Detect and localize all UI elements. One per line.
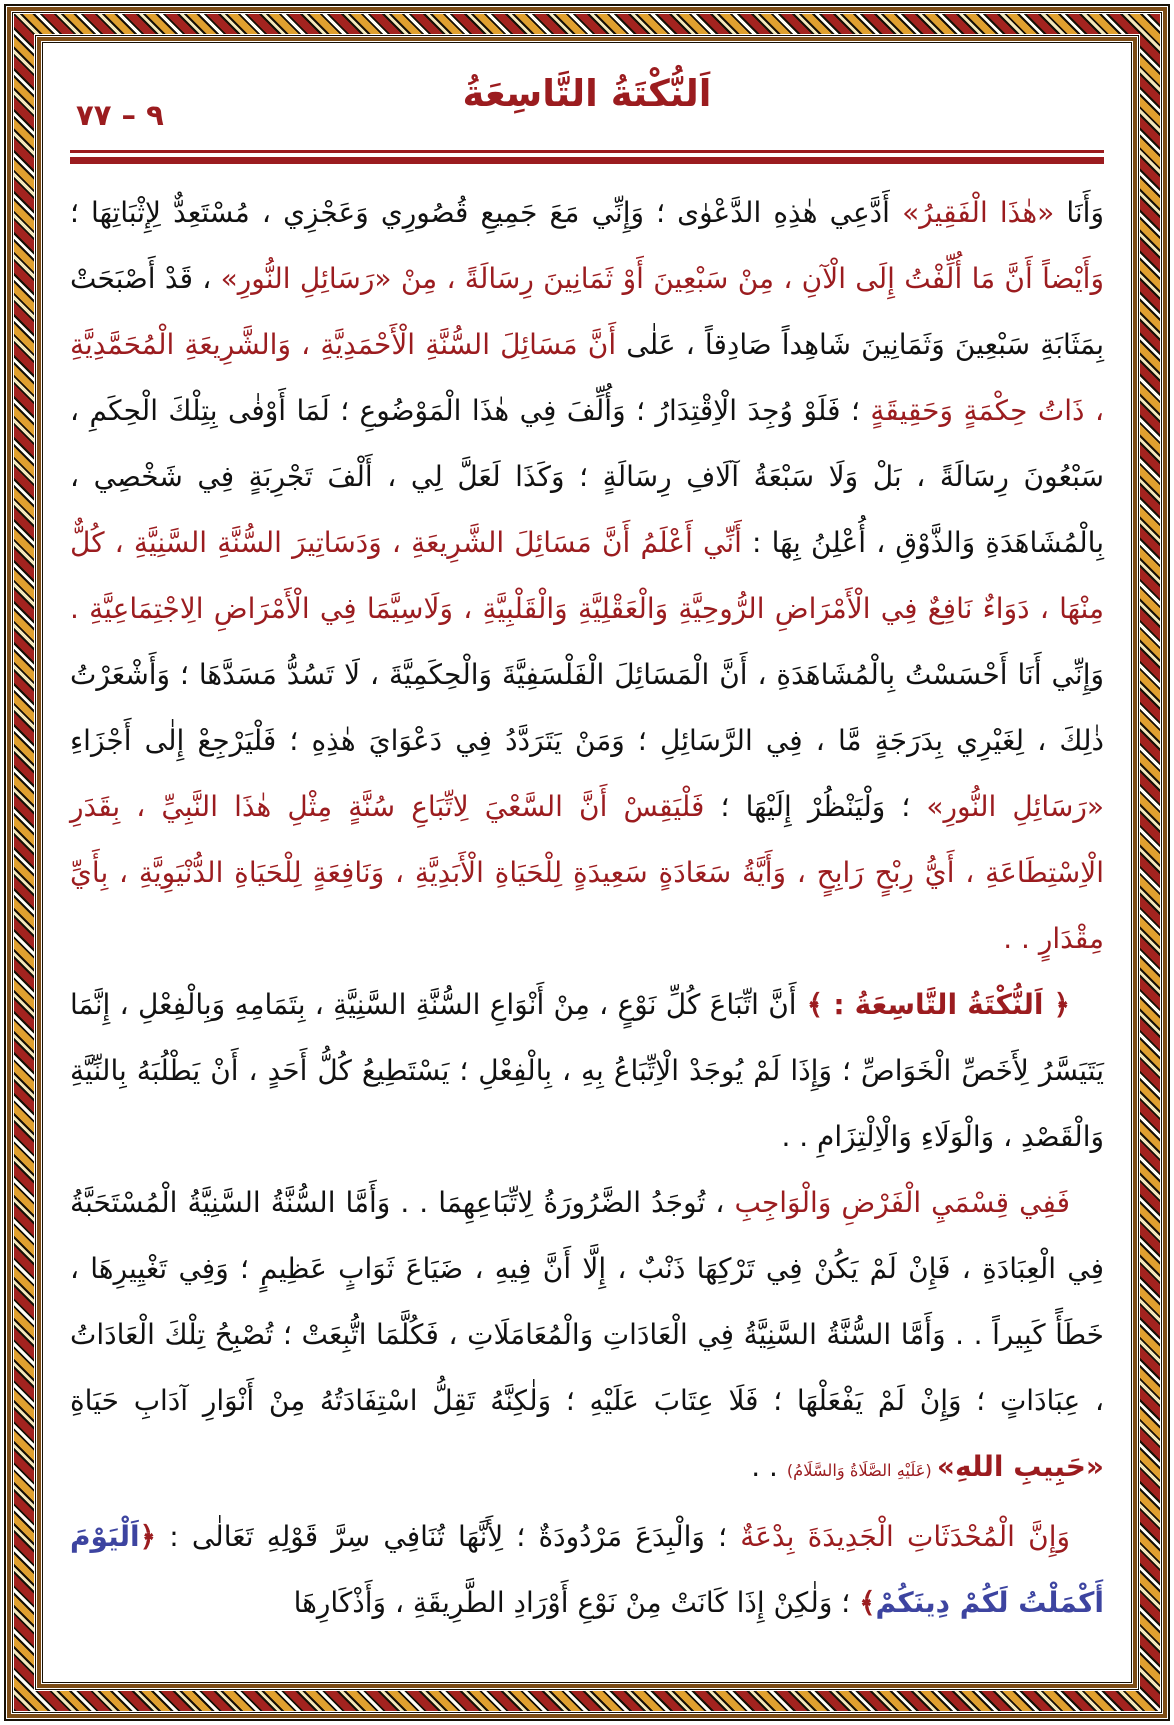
text-run: ؛ وَالْبِدَعَ مَرْدُودَةٌ ؛ لِأَنَّهَا تُنَافِي سِرَّ قَوْلِهِ تَعَالٰى : xyxy=(156,1520,741,1553)
floral-bracket-icon: ﴾ xyxy=(796,988,824,1021)
text-run: ؛ فَلَوْ وُجِدَ الْاِقْتِدَارُ ؛ وَأُلِّفَ فِي هٰذَا الْمَوْضُوعِ ؛ لَمَا أَوْفٰى بِتِلْكَ الْحِكَمِ ، سَبْعُونَ رِسَالَةً ، بَلْ وَلَا سَبْعَةُ آلَافِ رِسَالَةٍ ؛ وَكَذَا لَعَلَّ لِي ، أَلْفَ تَجْرِبَةٍ فِي شَخْصِي ، بِالْمُشَاهَدَةِ وَالذَّوْقِ ، أُعْلِنُ بِهَا : xyxy=(61,394,1104,559)
paragraph xyxy=(61,972,1104,1170)
text-run: ؛ وَلٰكِنْ إِذَا كَانَتْ مِنْ نَوْعِ أَوْرَادِ الطَّرِيقَةِ ، وَأَذْكَارِهَا xyxy=(293,1586,860,1619)
text-body xyxy=(60,180,1105,1636)
paragraph xyxy=(60,1504,1104,1636)
header-double-rule xyxy=(70,150,1104,164)
text-run: ؛ وَلْيَنْظُرْ إِلَيْهَا ؛ xyxy=(704,790,927,823)
quran-bracket-close-icon: ﴾ xyxy=(859,1586,876,1619)
text-run: اَلنُّكْتَةُ التَّاسِعَةُ : xyxy=(823,988,1044,1021)
text-run: فَلْيَقِسْ أَنَّ السَّعْيَ لِاتِّبَاعِ سُنَّةٍ مِثْلِ هٰذَا النَّبِيِّ ، بِقَدَرِ الْاِسْتِطَاعَةِ ، أَيُّ رِبْحٍ رَابِحٍ ، وَأَيَّةُ سَعَادَةٍ سَعِيدَةٍ لِلْحَيَاةِ الْأَبَدِيَّةِ ، وَنَافِعَةٍ لِلْحَيَاةِ الدُّنْيَوِيَّةِ ، بِأَيِّ مِقْدَارٍ . . xyxy=(61,790,1104,955)
quran-bracket-open-icon: ﴿ xyxy=(139,1520,157,1553)
text-run: أَدَّعِي هٰذِهِ الدَّعْوٰى ؛ وَإِنِّي مَعَ جَمِيعِ قُصُورِي وَعَجْزِي ، مُسْتَعِدٌّ لِإِثْبَاتِهَا ؛ xyxy=(61,196,903,229)
text-run: فَفِي قِسْمَيِ الْفَرْضِ وَالْوَاجِبِ xyxy=(734,1186,1070,1219)
paragraph xyxy=(61,180,1105,972)
text-run: ، تُوجَدُ الضَّرُورَةُ لِاتِّبَاعِهِمَا . . وَأَمَّا السُّنَّةُ السَّنِيَّةُ الْمُسْتَحَبَّةُ فِي الْعِبَادَةِ ، فَإِنْ لَمْ يَكُنْ فِي تَرْكِهَا ذَنْبٌ ، إِلَّا أَنَّ فِيهِ ، ضَيَاعَ ثَوَابٍ عَظِيمٍ ؛ وَفِي تَغْيِيرِهَا ، خَطَأً كَبِيراً . . وَأَمَّا السُّنَّةُ السَّنِيَّةُ فِي الْعَادَاتِ وَالْمُعَامَلَاتِ ، فَكُلَّمَا اتُّبِعَتْ ؛ تُصْبِحُ تِلْكَ الْعَادَاتُ ، عِبَادَاتٍ ؛ وَإِنْ لَمْ يَفْعَلْهَا ؛ فَلَا عِتَابَ عَلَيْهِ ؛ وَلٰكِنَّهُ تَقِلُّ اسْتِفَادَتُهُ مِنْ أَنْوَارِ آدَابِ حَيَاةِ xyxy=(61,1186,1104,1417)
page-number: ٩ – ٧٧ xyxy=(76,98,164,132)
paragraph xyxy=(61,1170,1104,1504)
text-run: ، قَدْ أَصْبَحَتْ بِمَثَابَةِ سَبْعِينَ وَثَمَانِينَ شَاهِداً صَادِقاً ، عَلٰى xyxy=(61,262,1104,361)
page-header xyxy=(70,70,1104,142)
text-run: وَأَيْضاً أَنَّ مَا أُلِّفْتُ إِلَى الْآنِ ، مِنْ سَبْعِينَ أَوْ ثَمَانِينَ رِسَالَةً ، مِنْ «رَسَائِلِ النُّورِ» xyxy=(220,262,1104,295)
text-run: أَنِّي أَعْلَمُ أَنَّ مَسَائِلَ الشَّرِيعَةِ ، وَدَسَاتِيرَ السُّنَّةِ السَّنِيَّةِ ، كُلٌّ مِنْهَا ، دَوَاءٌ نَافِعٌ فِي الْأَمْرَاضِ الرُّوحِيَّةِ وَالْعَقْلِيَّةِ وَالْقَلْبِيَّةِ ، وَلَاسِيَّمَا فِي الْأَمْرَاضِ الِاجْتِمَاعِيَّةِ . xyxy=(61,526,1104,625)
text-run: اَلْيَوْمَ أَكْمَلْتُ لَكُمْ دِينَكُمْ xyxy=(60,1520,1104,1619)
text-run: أَنَّ اتِّبَاعَ كُلِّ نَوْعٍ ، مِنْ أَنْوَاعِ السُّنَّةِ السَّنِيَّةِ ، بِتَمَامِهِ وَبِالْفِعْلِ ، إِنَّمَا يَتَيَسَّرُ لِأَخَصِّ الْخَوَاصِّ ؛ وَإِذَا لَمْ يُوجَدْ الْاِتِّبَاعُ بِهِ ، بِالْفِعْلِ ؛ يَسْتَطِيعُ كُلُّ أَحَدٍ ، أَنْ يَطْلُبَهُ بِالنِّيَّةِ وَالْقَصْدِ ، وَالْوَلَاءِ وَالْاِلْتِزَامِ . . xyxy=(61,988,1104,1153)
text-run: وَإِنِّي أَنَا أَحْسَسْتُ بِالْمُشَاهَدَةِ ، أَنَّ الْمَسَائِلَ الْفَلْسَفِيَّةَ وَالْحِكَمِيَّةَ ، لَا تَسُدُّ مَسَدَّهَا ؛ وَأَشْعَرْتُ ذٰلِكَ ، لِغَيْرِي بِدَرَجَةٍ مَّا ، فِي الرَّسَائِلِ ؛ وَمَنْ يَتَرَدَّدُ فِي دَعْوَايَ هٰذِهِ ؛ فَلْيَرْجِعْ إِلٰى أَجْزَاءِ xyxy=(61,658,1104,757)
text-run: وَإِنَّ الْمُحْدَثَاتِ الْجَدِيدَةَ بِدْعَةٌ xyxy=(740,1520,1071,1553)
page-title: اَلنُّكْتَةُ التَّاسِعَةُ xyxy=(462,72,712,115)
text-run: . . xyxy=(751,1450,787,1483)
salawat-seal-icon: (عَلَيْهِ الصَّلَاةُ وَالسَّلَامُ) xyxy=(786,1461,937,1480)
text-run: وَأَنَا xyxy=(1054,196,1104,229)
text-run: «هٰذَا الْفَقِيرُ» xyxy=(902,196,1055,229)
text-run: «حَبِيبِ اللهِ» xyxy=(936,1450,1104,1483)
text-run: أَنَّ مَسَائِلَ السُّنَّةِ الْأَحْمَدِيَّةِ ، وَالشَّرِيعَةِ الْمُحَمَّدِيَّةِ ، ذَاتُ حِكْمَةٍ وَحَقِيقَةٍ xyxy=(61,328,1104,427)
text-run: «رَسَائِلِ النُّورِ» xyxy=(926,790,1105,823)
page-content xyxy=(44,44,1130,1681)
floral-bracket-icon: ﴿ xyxy=(1043,988,1071,1021)
